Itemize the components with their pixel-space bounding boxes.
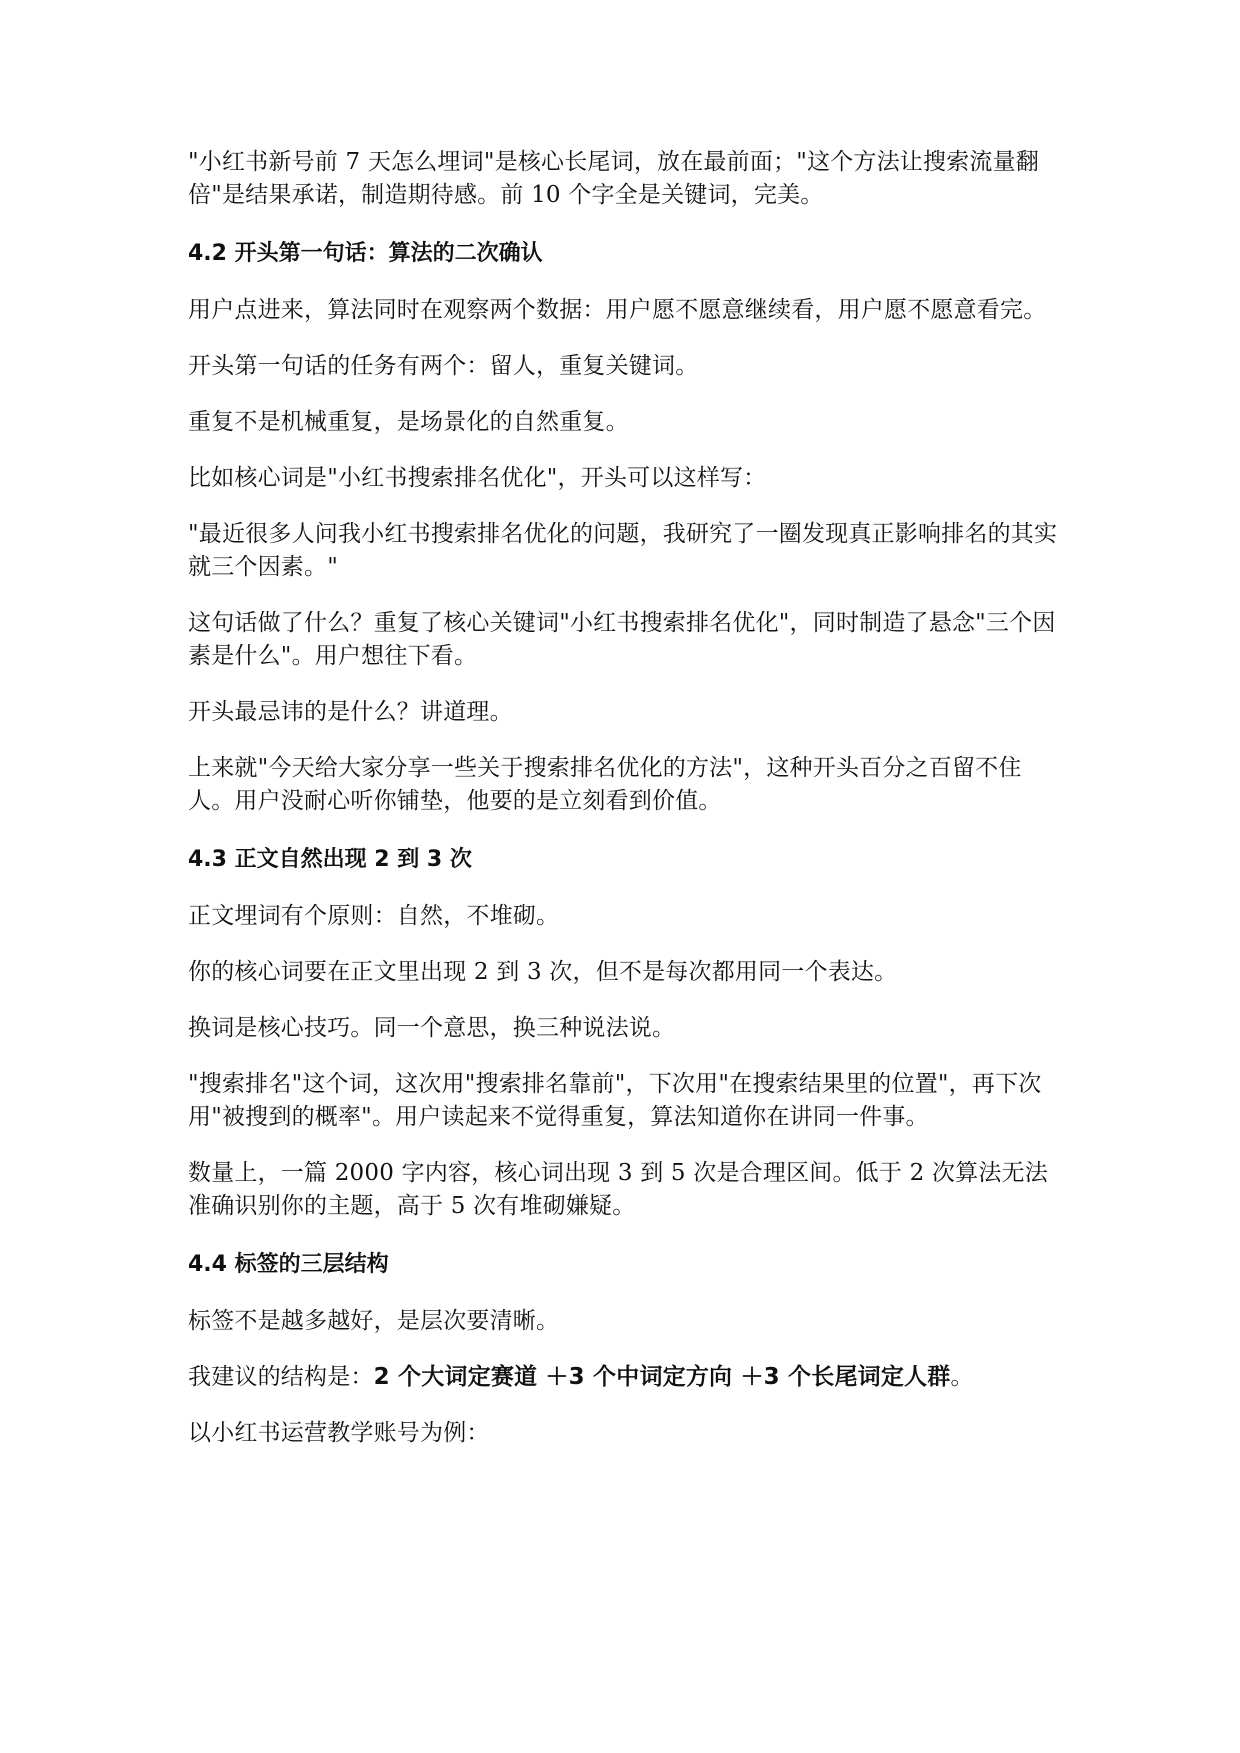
paragraph: 用户点进来，算法同时在观察两个数据：用户愿不愿意继续看，用户愿不愿意看完。 (188, 297, 1047, 323)
bold-emphasis: 2 个大词定赛道 ＋3 个中词定方向 ＋3 个长尾词定人群 (373, 1364, 951, 1390)
paragraph: 你的核心词要在正文里出现 2 到 3 次，但不是每次都用同一个表达。 (188, 959, 898, 985)
paragraph-prefix: 我建议的结构是： (188, 1364, 374, 1390)
paragraph: 换词是核心技巧。同一个意思，换三种说法说。 (188, 1015, 676, 1041)
paragraph-tag-structure (188, 1361, 1058, 1394)
paragraph: "小红书新号前 7 天怎么埋词"是核心长尾词，放在最前面；"这个方法让搜索流量翻倍"是结果承诺，制造期待感。前 10 个字全是关键词，完美。 (188, 149, 1039, 208)
paragraph: 比如核心词是"小红书搜索排名优化"，开头可以这样写： (188, 465, 767, 491)
paragraph: 数量上，一篇 2000 字内容，核心词出现 3 到 5 次是合理区间。低于 2 次算法无法准确识别你的主题，高于 5 次有堆砌嫌疑。 (188, 1160, 1048, 1219)
paragraph: 这句话做了什么？重复了核心关键词"小红书搜索排名优化"，同时制造了悬念"三个因素是什么"。用户想往下看。 (188, 610, 1056, 669)
paragraph: 正文埋词有个原则：自然，不堆砌。 (188, 903, 560, 929)
section-heading-4-4: 4.4 标签的三层结构 (188, 1252, 389, 1277)
paragraph: 以小红书运营教学账号为例： (188, 1420, 490, 1446)
paragraph: 上来就"今天给大家分享一些关于搜索排名优化的方法"，这种开头百分之百留不住人。用户没耐心听你铺垫，他要的是立刻看到价值。 (188, 755, 1022, 814)
section-heading-4-2: 4.2 开头第一句话：算法的二次确认 (188, 241, 543, 266)
paragraph-suffix: 。 (950, 1364, 974, 1390)
paragraph: 开头最忌讳的是什么？讲道理。 (188, 699, 513, 725)
section-heading-4-3: 4.3 正文自然出现 2 到 3 次 (188, 847, 472, 872)
paragraph: 重复不是机械重复，是场景化的自然重复。 (188, 409, 629, 435)
document-page (188, 146, 1058, 1450)
paragraph: 标签不是越多越好，是层次要清晰。 (188, 1308, 560, 1334)
quote-paragraph: "最近很多人问我小红书搜索排名优化的问题，我研究了一圈发现真正影响排名的其实就三个因素。" (188, 521, 1058, 580)
paragraph: "搜索排名"这个词，这次用"搜索排名靠前"，下次用"在搜索结果里的位置"，再下次用"被搜到的概率"。用户读起来不觉得重复，算法知道你在讲同一件事。 (188, 1071, 1042, 1130)
paragraph: 开头第一句话的任务有两个：留人，重复关键词。 (188, 353, 699, 379)
